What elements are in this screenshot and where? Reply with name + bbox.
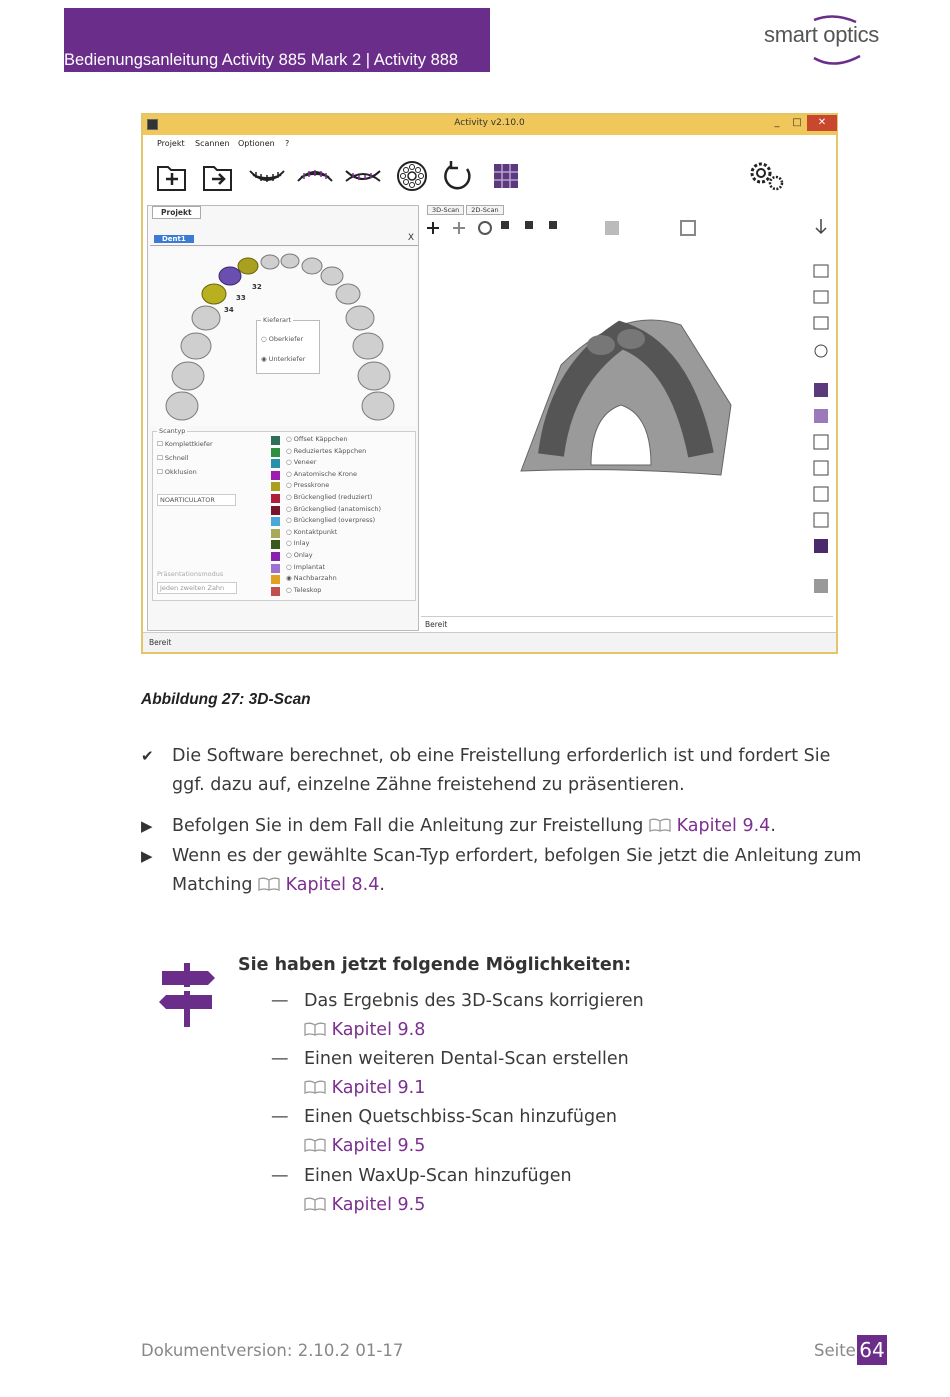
view-tabs	[427, 205, 506, 215]
checkbox-schnell-label: Schnell	[164, 454, 189, 462]
die-plate-icon[interactable]	[395, 159, 429, 193]
upper-jaw-scan-icon[interactable]	[247, 159, 287, 193]
tool-a-icon[interactable]	[501, 221, 509, 229]
tool-b-icon[interactable]	[525, 221, 533, 229]
view-x-icon[interactable]	[814, 265, 828, 277]
view-status-bar	[421, 616, 833, 632]
shaded-view-icon[interactable]	[814, 409, 828, 423]
smart-optics-logo	[764, 14, 888, 70]
praesentationsmodus-label: Präsentationsmodus	[157, 570, 224, 578]
scantype-option[interactable]: ○ Teleskop	[286, 585, 322, 594]
view-side-toolbar	[811, 215, 831, 595]
grey-view-icon[interactable]	[814, 579, 828, 593]
scantype-swatch	[271, 575, 280, 584]
scantype-option[interactable]: ○ Offset Käppchen	[286, 435, 348, 443]
scantype-option[interactable]: ○ Inlay	[286, 539, 310, 548]
option-text: Einen WaxUp-Scan hinzufügen	[304, 1166, 572, 1186]
tool-c-icon[interactable]	[549, 221, 557, 229]
option-link[interactable]	[304, 1016, 425, 1045]
maximize-button[interactable]: □	[792, 117, 802, 128]
scantype-swatch	[271, 459, 280, 468]
link-kapitel-9-5[interactable]: Kapitel 9.5	[331, 1136, 426, 1156]
tooth-label-33: 33	[236, 294, 246, 302]
radio-unterkiefer-label: Unterkiefer	[268, 355, 306, 363]
book-icon	[304, 1080, 326, 1094]
scantype-option[interactable]: ◉ Nachbarzahn	[286, 574, 337, 583]
scantyp-group	[152, 427, 416, 601]
header-bar	[64, 8, 490, 72]
add-icon[interactable]	[427, 222, 439, 234]
new-project-icon[interactable]	[155, 159, 189, 193]
dash-icon: —	[271, 991, 289, 1011]
open-project-icon[interactable]	[201, 159, 235, 193]
disabled-tool-icon	[605, 221, 619, 235]
dent-close-icon[interactable]: X	[407, 233, 414, 243]
scantype-swatch	[271, 552, 280, 561]
checkbox-komplettkiefer[interactable]: ☐ Komplettkiefer	[157, 440, 213, 448]
praesentationsmodus-select[interactable]: Jeden zweiten Zahn	[157, 582, 237, 594]
link-kapitel-8-4[interactable]: Kapitel 8.4	[285, 875, 380, 895]
menu-scannen[interactable]: Scannen	[195, 139, 230, 148]
app-screenshot-window	[141, 113, 838, 654]
scantype-option[interactable]: ○ Veneer	[286, 458, 317, 467]
tab-dent1[interactable]: Dent1	[154, 235, 194, 243]
scantype-option[interactable]: ○ Presskrone	[286, 481, 330, 490]
book-icon	[649, 818, 671, 832]
scantype-swatch	[271, 506, 280, 515]
book-icon	[258, 877, 280, 891]
menu-bar	[143, 137, 836, 151]
bullet-text-main: Befolgen Sie in dem Fall die Anleitung zur Freistellung	[172, 816, 644, 836]
link-kapitel-9-8[interactable]: Kapitel 9.8	[331, 1020, 426, 1040]
add-disabled-icon	[453, 222, 465, 234]
window-status-text: Bereit	[149, 638, 172, 647]
scantype-option[interactable]: ○ Anatomische Krone	[286, 469, 357, 478]
scantype-option[interactable]: ○ Implantat	[286, 562, 326, 571]
scantype-swatch	[271, 482, 280, 491]
option-text: Das Ergebnis des 3D-Scans korrigieren	[304, 991, 644, 1011]
scantyp-label: Scantyp	[159, 427, 186, 435]
scantype-swatch	[271, 540, 280, 549]
option-text: Einen Quetschbiss-Scan hinzufügen	[304, 1107, 617, 1127]
minimize-button[interactable]: _	[774, 117, 780, 128]
logo-text: smart optics	[764, 22, 879, 47]
tab-3d-scan[interactable]: 3D-Scan	[427, 205, 464, 215]
option-link[interactable]	[304, 1074, 425, 1103]
target-icon[interactable]	[479, 222, 491, 234]
arrow-down-icon[interactable]	[816, 219, 826, 233]
radio-oberkiefer[interactable]: ○ Oberkiefer	[261, 335, 304, 343]
scantype-swatch	[271, 448, 280, 457]
window-status-bar	[143, 632, 836, 652]
scantype-swatch	[271, 564, 280, 573]
scantype-swatch	[271, 436, 280, 445]
kieferart-group	[256, 316, 320, 374]
scantype-option[interactable]: ○ Reduziertes Käppchen	[286, 446, 367, 455]
view-z-icon[interactable]	[814, 317, 828, 329]
window-titlebar	[143, 115, 836, 135]
scantype-option[interactable]: ○ Brückenglied (overpress)	[286, 516, 376, 525]
checkbox-okklusion-label: Okklusion	[164, 468, 197, 476]
project-panel	[147, 205, 419, 631]
bullet-text	[172, 842, 862, 900]
tooth-label-34: 34	[224, 306, 234, 314]
page-label: Seite	[814, 1341, 856, 1360]
radio-unterkiefer[interactable]: ◉ Unterkiefer	[261, 355, 306, 363]
book-icon	[304, 1138, 326, 1152]
logo-swoosh-icon	[764, 14, 888, 70]
scantype-option[interactable]: ○ Brückenglied (reduziert)	[286, 493, 373, 501]
bullet-text-end: .	[770, 816, 776, 836]
option-text: Einen weiteren Dental-Scan erstellen	[304, 1049, 629, 1069]
checkbox-okklusion[interactable]: ☐ Okklusion	[157, 468, 197, 476]
view-toolbar	[425, 217, 705, 239]
settings-gear-icon[interactable]	[747, 159, 787, 193]
reset-view-icon[interactable]	[815, 345, 827, 357]
triangle-right-icon: ▶	[141, 847, 153, 865]
bullet-text	[172, 812, 862, 841]
lower-jaw-scan-icon[interactable]	[295, 159, 335, 193]
bullet-text-end: .	[379, 875, 385, 895]
scantype-option[interactable]: ○ Kontaktpunkt	[286, 527, 338, 536]
menu-optionen[interactable]: Optionen	[238, 139, 275, 148]
wire-view-d-icon[interactable]	[814, 513, 828, 527]
kieferart-label: Kieferart	[263, 316, 292, 324]
link-kapitel-9-1[interactable]: Kapitel 9.1	[331, 1078, 426, 1098]
book-icon	[304, 1197, 326, 1211]
view-panel	[421, 205, 833, 631]
articulator-select[interactable]: NOARTICULATOR	[157, 494, 236, 506]
tooth-label-32: 32	[252, 283, 262, 291]
checkbox-schnell[interactable]: ☐ Schnell	[157, 454, 189, 462]
view-status-text: Bereit	[425, 620, 448, 629]
radio-oberkiefer-label: Oberkiefer	[268, 335, 304, 343]
menu-projekt[interactable]: Projekt	[157, 139, 185, 148]
page-number: 64	[857, 1335, 887, 1365]
document-version: Dokumentversion: 2.10.2 01-17	[141, 1341, 404, 1360]
close-button[interactable]: ✕	[807, 115, 837, 131]
scantype-option[interactable]: ○ Brückenglied (anatomisch)	[286, 504, 382, 513]
scantype-swatch	[271, 529, 280, 538]
bite-scan-icon[interactable]	[343, 159, 383, 193]
3d-scan-model[interactable]	[501, 295, 741, 495]
window-title: Activity v2.10.0	[454, 118, 525, 128]
wire-view-c-icon[interactable]	[814, 487, 828, 501]
dash-icon: —	[271, 1166, 289, 1186]
signpost-icon	[158, 963, 216, 1027]
book-icon	[304, 1022, 326, 1036]
scantype-swatch	[271, 517, 280, 526]
scantype-option[interactable]: ○ Onlay	[286, 551, 313, 559]
option-link[interactable]	[304, 1191, 425, 1220]
mesh-cube-icon[interactable]	[489, 159, 523, 193]
bullet-text-main: Wenn es der gewählte Scan-Typ erfordert, befolgen Sie jetzt die Anleitung zum Matching	[172, 846, 862, 895]
option-link[interactable]	[304, 1132, 425, 1161]
tab-projekt[interactable]: Projekt	[152, 206, 201, 219]
scantype-swatch	[271, 494, 280, 503]
scantype-swatch	[271, 587, 280, 596]
dash-icon: —	[271, 1107, 289, 1127]
tab-2d-scan[interactable]: 2D-Scan	[466, 205, 503, 215]
dark-view-icon[interactable]	[814, 539, 828, 553]
rescan-rotate-icon[interactable]	[441, 159, 475, 193]
view-y-icon[interactable]	[814, 291, 828, 303]
save-icon[interactable]	[681, 221, 695, 235]
options-title: Sie haben jetzt folgende Möglichkeiten:	[238, 955, 632, 975]
checkbox-komplettkiefer-label: Komplettkiefer	[164, 440, 213, 448]
header-title: Bedienungsanleitung Activity 885 Mark 2 | Activity 888	[64, 51, 459, 69]
dash-icon: —	[271, 1049, 289, 1069]
dent-tab-bar	[150, 235, 418, 246]
scantype-swatch	[271, 471, 280, 480]
figure-caption: Abbildung 27: 3D-Scan	[141, 691, 311, 708]
menu-help[interactable]: ?	[285, 139, 290, 148]
checkmark-icon: ✔	[141, 747, 154, 765]
solid-view-icon[interactable]	[814, 383, 828, 397]
link-kapitel-9-4[interactable]: Kapitel 9.4	[676, 816, 771, 836]
bullet-text: Die Software berechnet, ob eine Freistellung erforderlich ist und fordert Sie ggf. dazu auf, einzelne Zähne freistehend zu präsentieren.	[172, 746, 831, 795]
wire-view-a-icon[interactable]	[814, 435, 828, 449]
wire-view-b-icon[interactable]	[814, 461, 828, 475]
link-kapitel-9-5[interactable]: Kapitel 9.5	[331, 1195, 426, 1215]
main-toolbar	[143, 153, 836, 201]
triangle-right-icon: ▶	[141, 817, 153, 835]
